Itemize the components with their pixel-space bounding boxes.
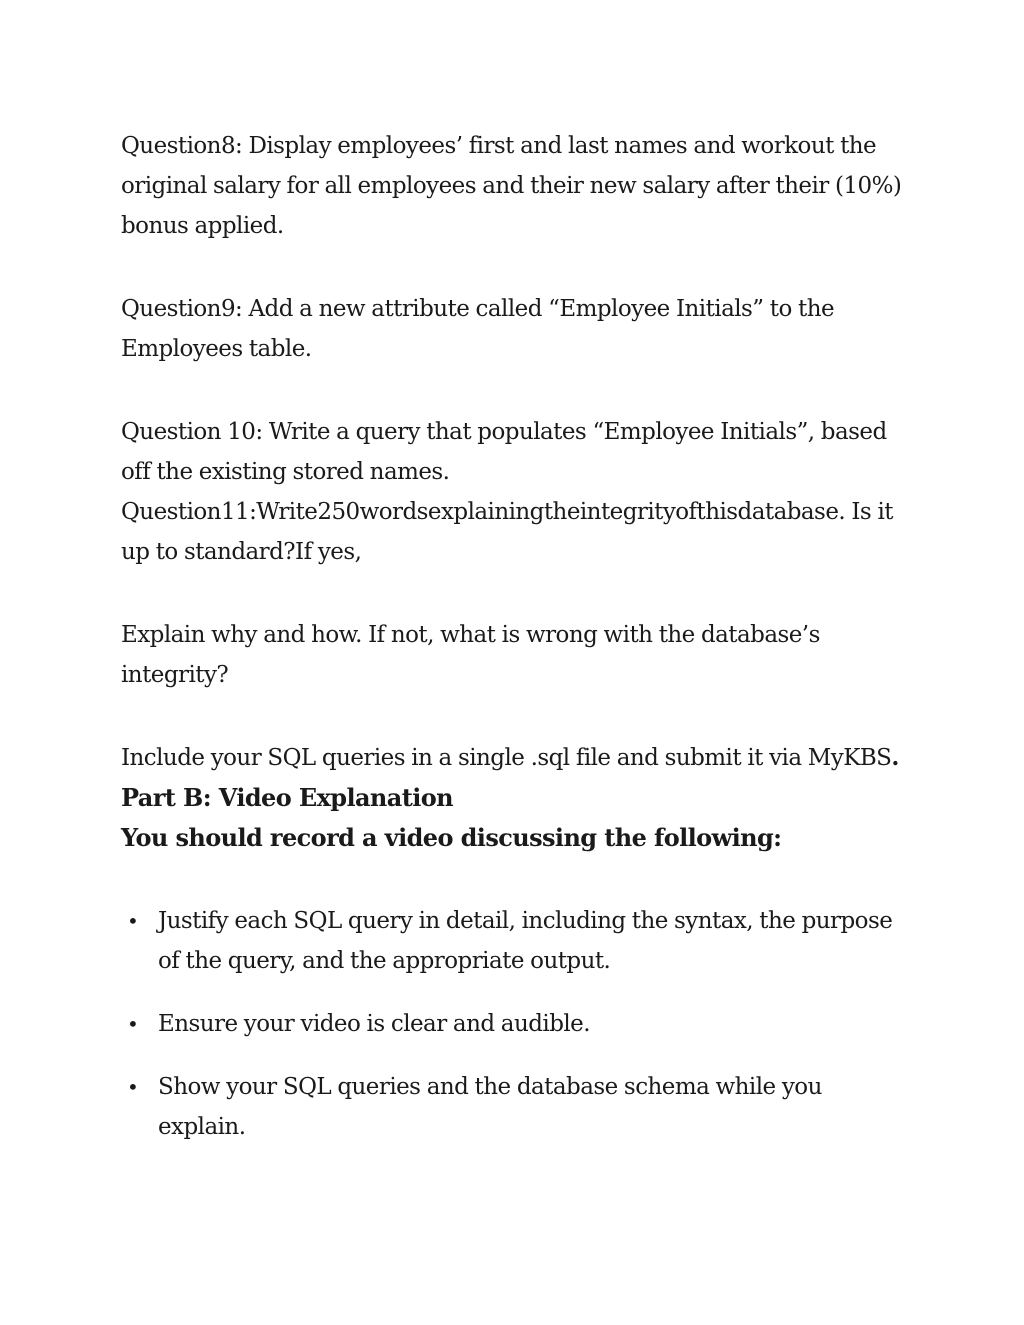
list-item xyxy=(121,1004,911,1044)
part-b-heading: Part B: Video Explanation xyxy=(121,783,453,812)
submission-end-mark: . xyxy=(891,744,899,771)
document-page xyxy=(121,126,911,1147)
list-item-text: Justify each SQL query in detail, including the syntax, the purpose of the query, and the appropriate output. xyxy=(158,908,893,974)
list-item-text: Ensure your video is clear and audible. xyxy=(158,1011,590,1037)
list-item-text: Show your SQL queries and the database schema while you explain. xyxy=(158,1074,822,1140)
part-b-subheading: You should record a video discussing the following: xyxy=(121,823,782,852)
bullet-icon: • xyxy=(127,1075,139,1099)
bullet-icon: • xyxy=(127,909,139,933)
question-8: Question8: Display employees’ first and last names and workout the original salary for all employees and their new salary after their (10%) bonus applied. xyxy=(121,133,902,239)
question-10: Question 10: Write a query that populates “Employee Initials”, based off the existing stored names. xyxy=(121,419,887,485)
question-11: Question11:Write250wordsexplainingtheintegrityofthisdatabase. Is it up to standard?If yes, xyxy=(121,499,893,565)
submission-text: Include your SQL queries in a single .sql file and submit it via MyKBS xyxy=(121,745,892,771)
list-item xyxy=(121,1067,911,1147)
question-9: Question9: Add a new attribute called “Employee Initials” to the Employees table. xyxy=(121,296,835,362)
submission-instruction xyxy=(121,738,911,778)
requirements-list xyxy=(121,901,911,1147)
bullet-icon: • xyxy=(127,1012,139,1036)
list-item xyxy=(121,901,911,981)
question-11-followup: Explain why and how. If not, what is wrong with the database’s integrity? xyxy=(121,622,820,688)
